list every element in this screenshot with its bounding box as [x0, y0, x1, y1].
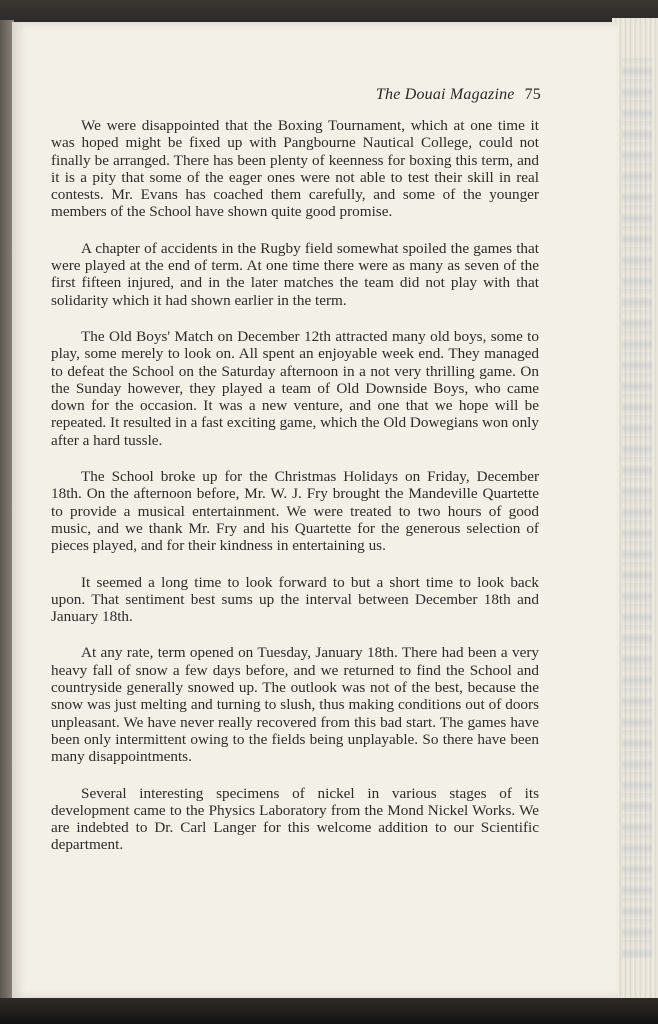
running-head [300, 86, 541, 104]
page-stack-edge [612, 18, 658, 1003]
paragraph-boxing: We were disappointed that the Boxing Tournament, which at one time it was hoped might be fixed up with Pangbourne Nautical College, could not finally be arranged. There has been plenty of keenness for boxing this term, and it is a pity that some of the eager ones were not able to test their skill in real contests. Mr. Evans has coached them carefully, and some of the younger members of the School have shown quite good promise. [51, 117, 539, 221]
book-bottom-edge [0, 998, 658, 1024]
page-number: 75 [524, 86, 541, 103]
paragraph-interval: It seemed a long time to look forward to but a short time to look back upon. That sentiment best sums up the interval between December 18th and January 18th. [51, 573, 539, 626]
paragraph-rugby: A chapter of accidents in the Rugby field somewhat spoiled the games that were played at the end of term. At one time there were as many as seven of the first fifteen injured, and in the later matches the team did not play with that solidarity which it had shown earlier in the term. [51, 239, 539, 309]
paragraph-old-boys-match: The Old Boys' Match on December 12th attracted many old boys, some to play, some merely to look on. All spent an enjoyable week end. They managed to defeat the School on the Saturday afternoon in a not very thrilling game. On the Sunday however, they played a team of Old Downside Boys, who came down for the occasion. It was a new venture, and one that we hope will be repeated. It resulted in a fast exciting game, which the Old Dowegians won only after a hard tussle. [51, 327, 539, 449]
paragraph-christmas-holidays: The School broke up for the Christmas Holidays on Friday, December 18th. On the afternoon before, Mr. W. J. Fry brought the Mandeville Quartette to provide a musical entertainment. We were treated to two hours of good music, and we thank Mr. Fry and his Quartette for the generous selection of pieces played, and for their kindness in entertaining us. [51, 468, 539, 555]
paragraph-nickel-specimens: Several interesting specimens of nickel in various stages of its development came to the Physics Laboratory from the Mond Nickel Works. We are indebted to Dr. Carl Langer for this welcome addition to our Scientific department. [51, 784, 539, 854]
paragraph-term-opened: At any rate, term opened on Tuesday, January 18th. There had been a very heavy fall of snow a few days before, and we returned to find the School and countryside generally snowed up. The outlook was not of the best, because the snow was just melting and turning to slush, thus making conditions out of doors unpleasant. We have never really recovered from this bad start. The games have been only intermittent owing to the fields being unplayable. So there have been many disappointments. [51, 644, 539, 766]
body-text [51, 117, 539, 854]
magazine-title: The Douai Magazine [375, 86, 515, 103]
